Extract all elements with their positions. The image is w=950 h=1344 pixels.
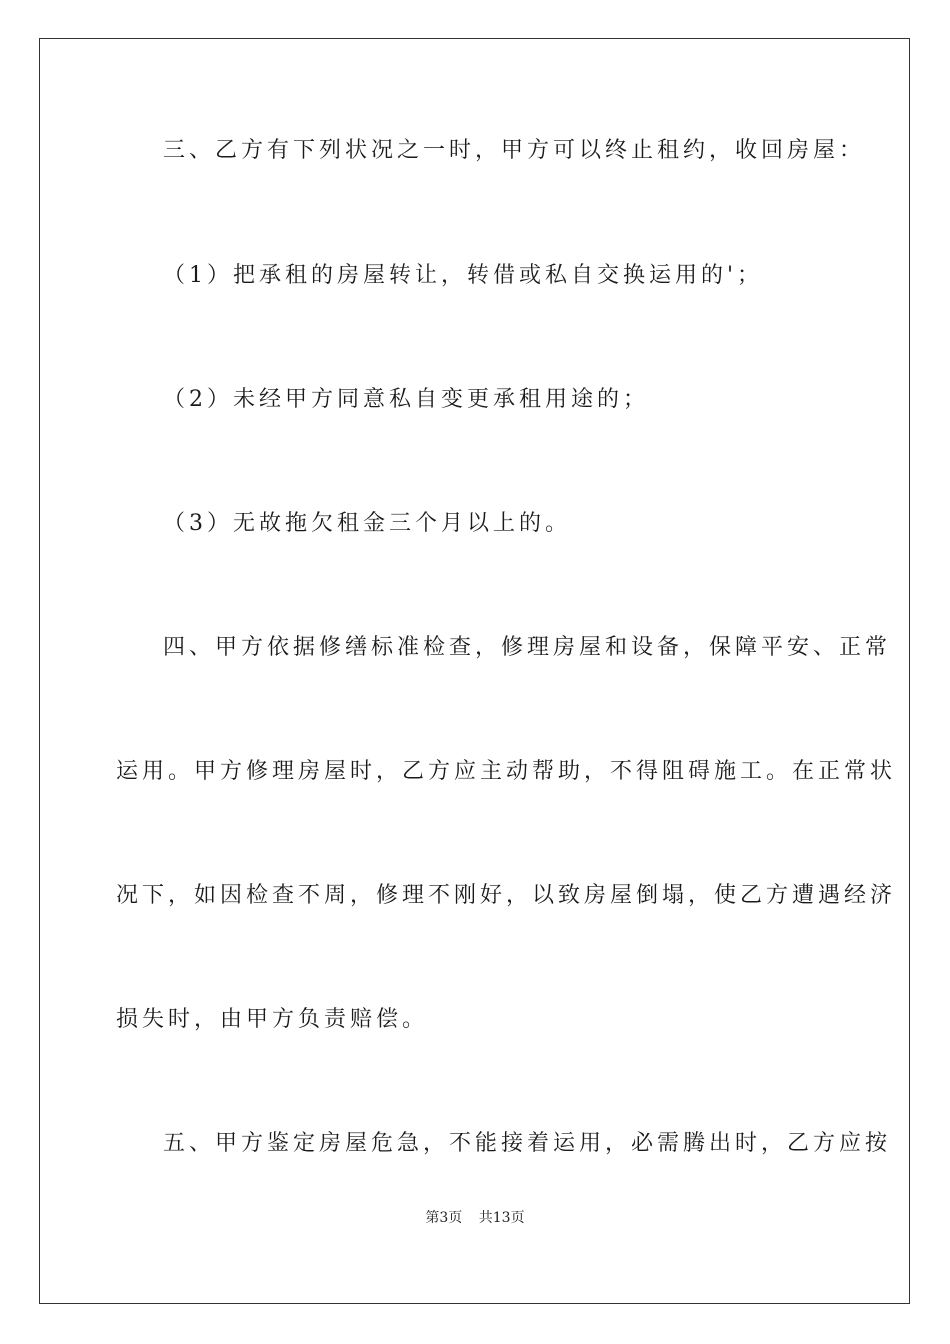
paragraph-line: （2）未经甲方同意私自变更承租用途的； bbox=[163, 387, 649, 412]
page-footer bbox=[0, 1208, 950, 1228]
page-border bbox=[39, 38, 910, 1304]
paragraph-line: 损失时，由甲方负责赔偿。 bbox=[116, 1007, 429, 1032]
paragraph-line: 运用。甲方修理房屋时，乙方应主动帮助，不得阻碍施工。在正常状 bbox=[116, 759, 897, 784]
paragraph-line: （1）把承租的房屋转让，转借或私自交换运用的'； bbox=[163, 263, 764, 288]
paragraph-line: 四、甲方依据修缮标准检查，修理房屋和设备，保障平安、正常 bbox=[163, 635, 892, 660]
paragraph-line: 三、乙方有下列状况之一时，甲方可以终止租约，收回房屋： bbox=[163, 138, 866, 163]
paragraph-line: （3）无故拖欠租金三个月以上的。 bbox=[163, 511, 571, 536]
page-number: 第3页 bbox=[425, 1210, 463, 1226]
page-total: 共13页 bbox=[478, 1210, 525, 1226]
paragraph-line: 况下，如因检查不周，修理不刚好，以致房屋倒塌，使乙方遭遇经济 bbox=[116, 883, 897, 908]
paragraph-line: 五、甲方鉴定房屋危急，不能接着运用，必需腾出时，乙方应按 bbox=[163, 1131, 892, 1156]
